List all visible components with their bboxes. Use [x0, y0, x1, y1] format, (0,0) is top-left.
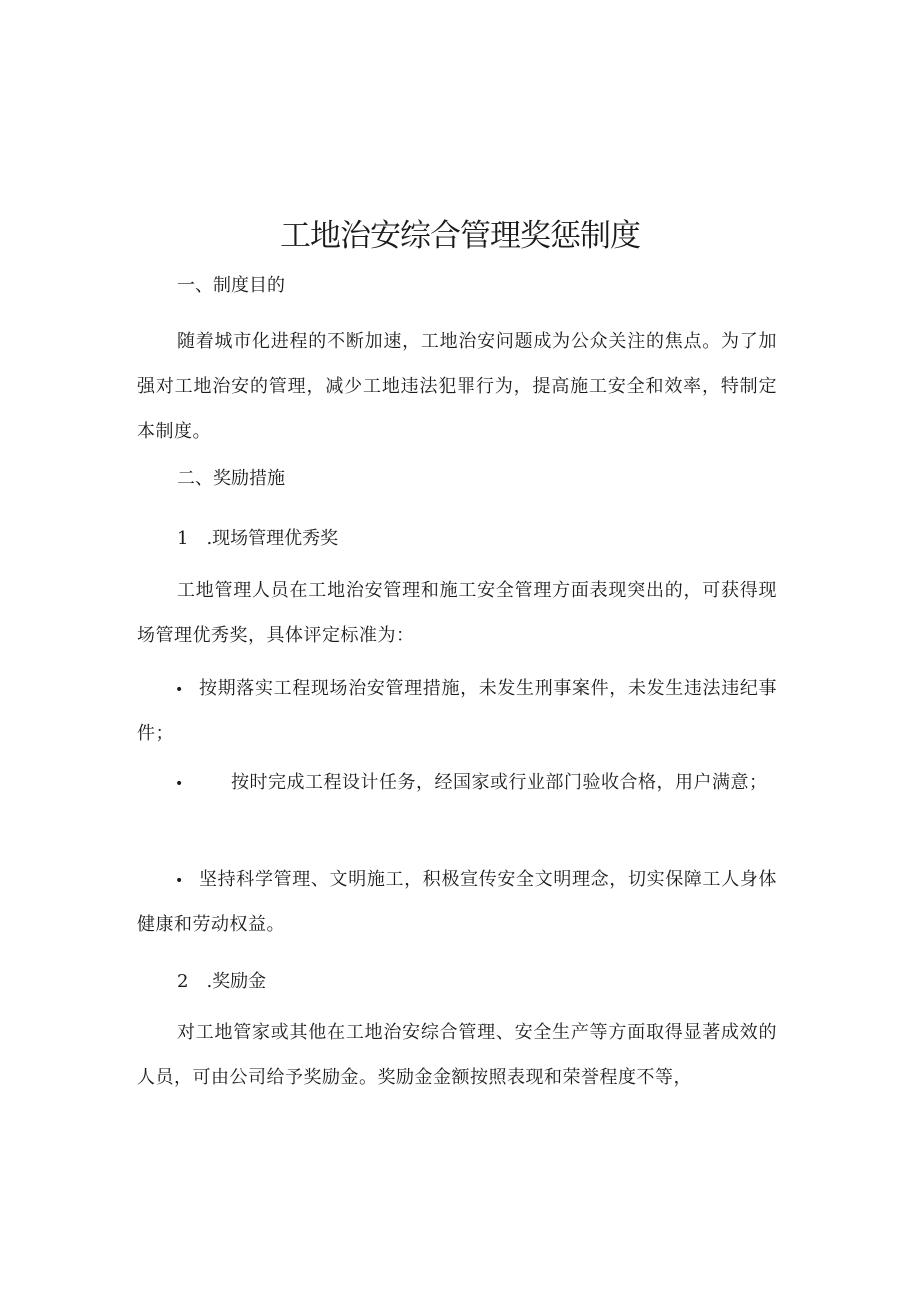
- section-heading-purpose: 一、制度目的: [177, 275, 285, 296]
- bullet-item: 按时完成工程设计任务，经国家或行业部门验收合格，用户满意；: [231, 772, 768, 793]
- item-heading-bonus: 2 .奖励金: [177, 971, 267, 992]
- paragraph-purpose: 随着城市化进程的不断加速，工地治安问题成为公众关注的焦点。为了加强对工地治安的管理，减少工地违法犯罪行为，提高施工安全和效率，特制定本制度。: [137, 331, 777, 442]
- paragraph-bonus: 对工地管家或其他在工地治安综合管理、安全生产等方面取得显著成效的人员，可由公司给予奖励金。奖励金金额按照表现和荣誉程度不等，: [137, 1022, 777, 1088]
- bullet-item: 坚持科学管理、文明施工，积极宣传安全文明理念，切实保障工人身体健康和劳动权益。: [137, 869, 777, 935]
- bullet-marker: •: [175, 873, 184, 889]
- paragraph-site-award: 工地管理人员在工地治安管理和施工安全管理方面表现突出的，可获得现场管理优秀奖，具体评定标准为：: [137, 580, 777, 646]
- section-heading-rewards: 二、奖励措施: [177, 468, 285, 489]
- document-title: 工地治安综合管理奖惩制度: [280, 218, 640, 254]
- bullet-marker: •: [175, 682, 184, 698]
- bullet-marker: •: [175, 776, 184, 792]
- bullet-item: 按期落实工程现场治安管理措施，未发生刑事案件，未发生违法违纪事件；: [137, 678, 777, 744]
- item-heading-site-award: 1 .现场管理优秀奖: [177, 528, 339, 549]
